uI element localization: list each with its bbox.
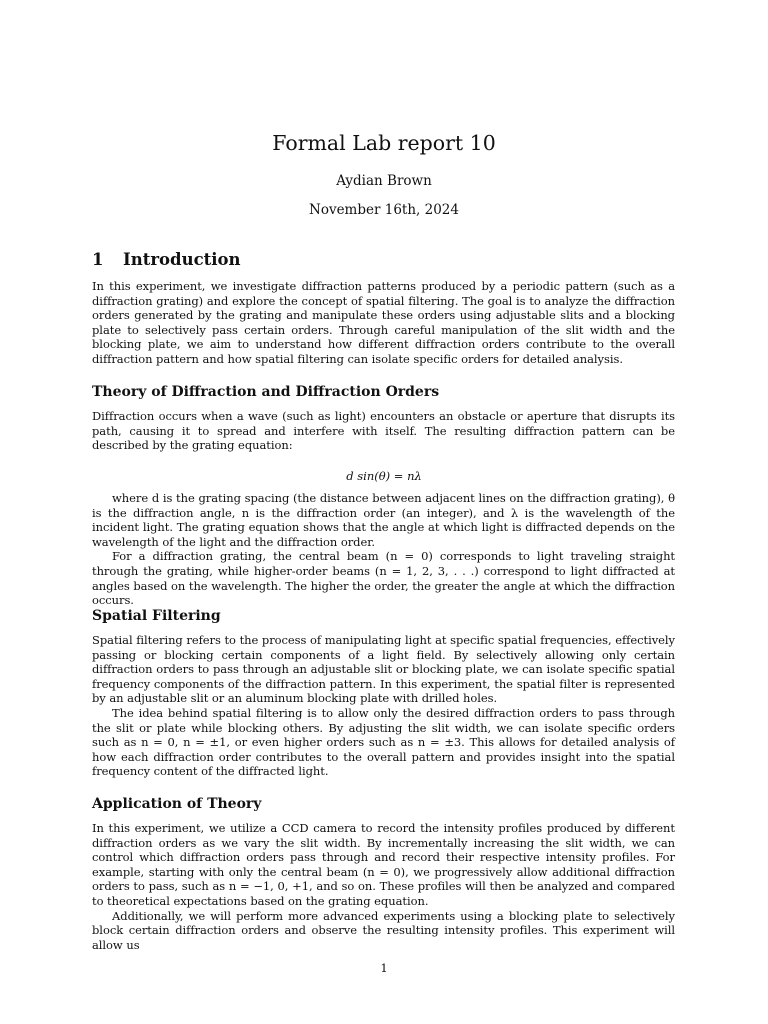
- theory-paragraph-1: Diffraction occurs when a wave (such as light) encounters an obstacle or aperture that disrupts its path, causing it to spread and interfere with itself. The resulting diffraction pattern can be described by the grating equation:: [92, 409, 675, 453]
- theory-body-intro: [92, 409, 675, 453]
- introduction-body: [92, 279, 675, 367]
- page-number: 1: [380, 961, 388, 975]
- application-body: [92, 821, 675, 952]
- grating-equation: d sin(θ) = nλ: [346, 469, 422, 483]
- section-number: 1: [92, 250, 104, 269]
- theory-body: [92, 491, 675, 608]
- spatial-paragraph-1: Spatial filtering refers to the process of manipulating light at specific spatial frequencies, effectively passing or blocking certain components of a light field. By selectively allowing only certain diffraction orders to pass through an adjustable slit or blocking plate, we can isolate specific spatial frequency components of the diffraction pattern. In this experiment, the spatial filter is represented by an adjustable slit or an aluminum blocking plate with drilled holes.: [92, 633, 675, 706]
- section-heading-introduction: [92, 250, 241, 269]
- document-title: Formal Lab report 10: [272, 131, 496, 155]
- introduction-paragraph: In this experiment, we investigate diffraction patterns produced by a periodic pattern (such as a diffraction grating) and explore the concept of spatial filtering. The goal is to analyze the diffraction orders generated by the grating and manipulate these orders using adjustable slits and a blocking plate to selectively pass certain orders. Through careful manipulation of the slit width and the blocking plate, we aim to understand how different diffraction orders contribute to the overall diffraction pattern and how spatial filtering can isolate specific orders for detailed analysis.: [92, 279, 675, 366]
- subsection-heading-application: Application of Theory: [92, 796, 262, 812]
- application-paragraph-1: In this experiment, we utilize a CCD camera to record the intensity profiles produced by different diffraction orders as we vary the slit width. By incrementally increasing the slit width, we can control which diffraction orders pass through and record their respective intensity profiles. For example, starting with only the central beam (n = 0), we progressively allow additional diffraction orders to pass, such as n = −1, 0, +1, and so on. These profiles will then be analyzed and compared to theoretical expectations based on the grating equation.: [92, 821, 675, 908]
- spatial-paragraph-2: The idea behind spatial filtering is to allow only the desired diffraction orders to pass through the slit or plate while blocking others. By adjusting the slit width, we can isolate specific orders such as n = 0, n = ±1, or even higher orders such as n = ±3. This allows for detailed analysis of how each diffraction order contributes to the overall pattern and provides insight into the spatial frequency content of the diffracted light.: [92, 705, 675, 779]
- subsection-heading-spatial-filtering: Spatial Filtering: [92, 608, 221, 624]
- theory-paragraph-3: For a diffraction grating, the central beam (n = 0) corresponds to light traveling straight through the grating, while higher-order beams (n = 1, 2, 3, . . .) correspond to light diffracted at angles based on the wavelength. The higher the order, the greater the angle at which the diffraction occurs.: [92, 549, 675, 608]
- spatial-filtering-body: [92, 633, 675, 779]
- document-date: November 16th, 2024: [309, 202, 459, 218]
- theory-paragraph-2: where d is the grating spacing (the distance between adjacent lines on the diffraction grating), θ is the diffraction angle, n is the diffraction order (an integer), and λ is the wavelength of the incident light. The grating equation shows that the angle at which light is diffracted depends on the wavelength of the light and the diffraction order.: [92, 491, 675, 549]
- subsection-heading-theory: Theory of Diffraction and Diffraction Orders: [92, 384, 440, 400]
- author-name: Aydian Brown: [336, 173, 432, 189]
- application-paragraph-2: Additionally, we will perform more advanced experiments using a blocking plate to selectively block certain diffraction orders and observe the resulting intensity profiles. This experiment will allow us: [92, 908, 675, 952]
- section-title-text: Introduction: [123, 250, 241, 269]
